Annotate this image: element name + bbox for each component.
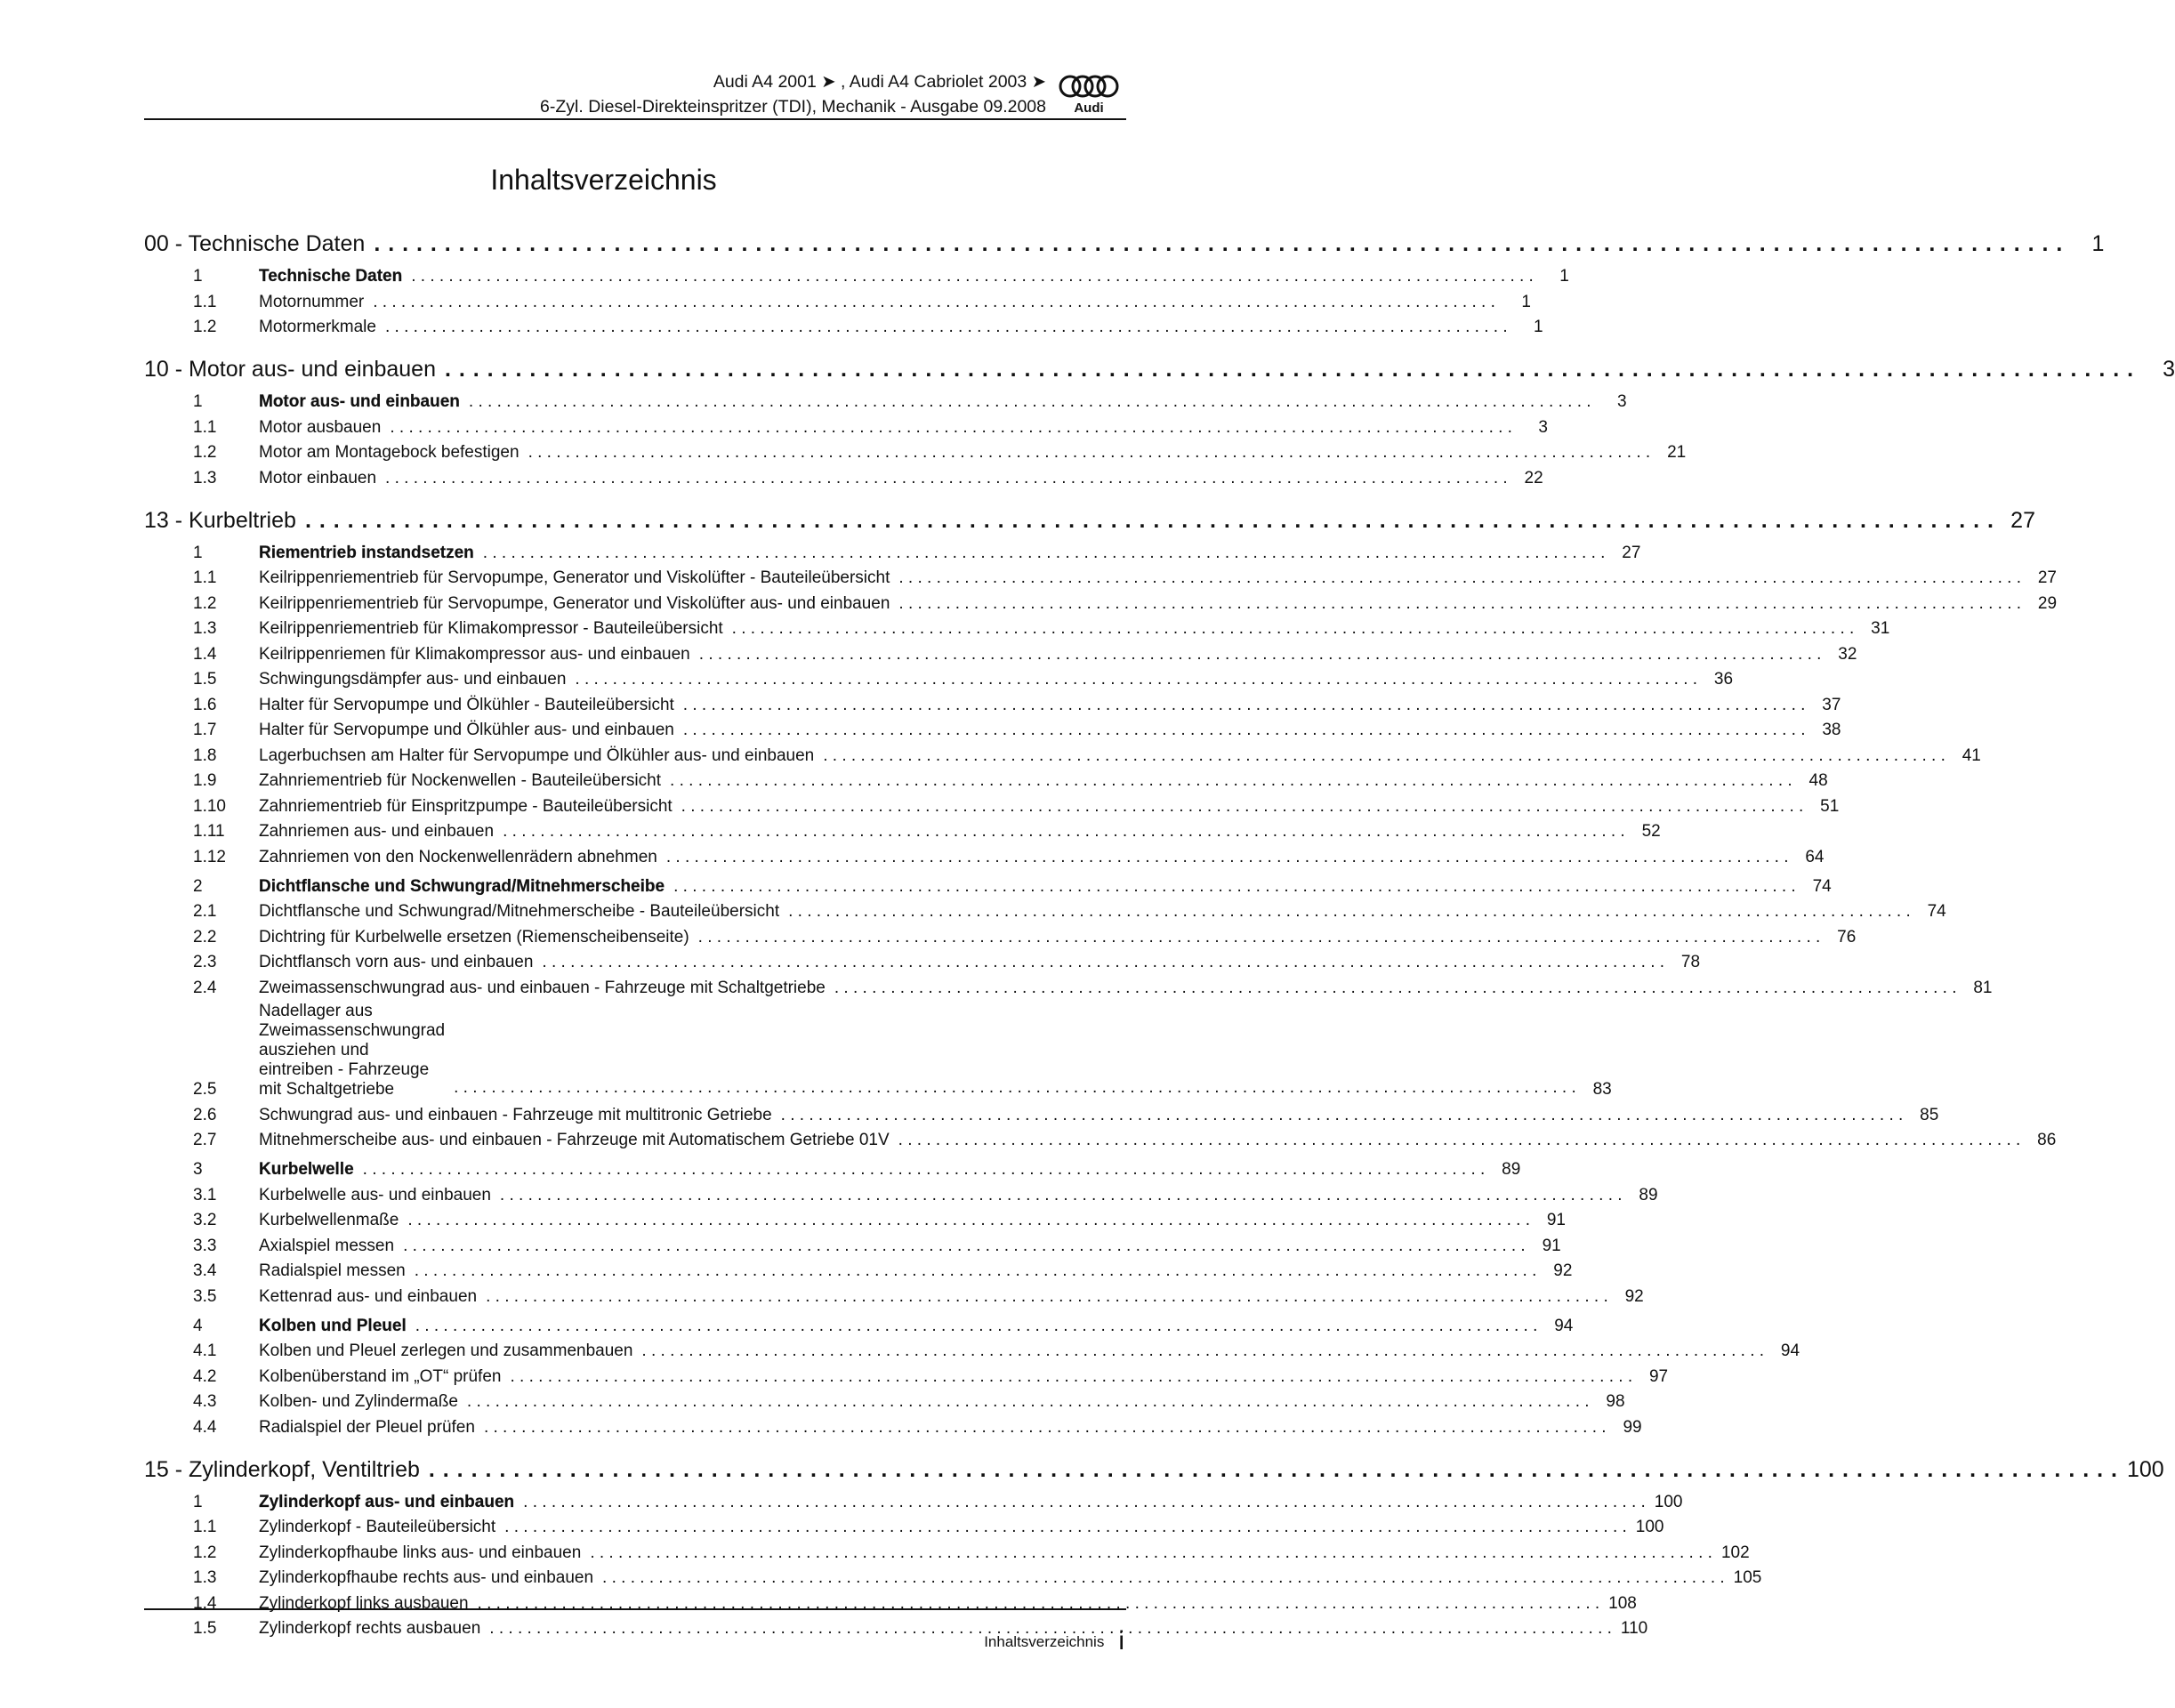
toc-entry-title: Keilrippenriemen für Klimakompressor aus- und einbauen bbox=[259, 644, 690, 664]
toc-entry-title: Zylinderkopf rechts ausbauen bbox=[259, 1619, 481, 1638]
toc-entry-title: Radialspiel messen bbox=[259, 1261, 406, 1280]
dot-leader bbox=[641, 1341, 1764, 1361]
toc-entry-page: 32 bbox=[1838, 644, 1857, 664]
toc-entry-title: Zahnriemen von den Nockenwellenrädern abnehmen bbox=[259, 847, 657, 866]
toc-entry-page: 74 bbox=[1927, 902, 1946, 921]
toc-entry-page: 36 bbox=[1713, 670, 1734, 689]
toc-entry-page: 94 bbox=[1554, 1316, 1574, 1335]
toc-entry-number: 1.12 bbox=[193, 847, 226, 866]
toc-entry-page: 52 bbox=[1641, 822, 1661, 841]
toc-entry-page: 41 bbox=[1962, 745, 1981, 765]
toc-entry-number: 4 bbox=[193, 1316, 203, 1335]
toc-entry-title: Keilrippenriementrieb für Servopumpe, Generator und Viskolüfter - Bauteileübersicht bbox=[259, 568, 890, 587]
toc-entry-number: 1.11 bbox=[193, 822, 225, 841]
toc-entry[interactable] bbox=[144, 592, 2058, 614]
toc-entry-page: 3 bbox=[1538, 417, 1548, 437]
toc-entry-number: 1.7 bbox=[193, 721, 217, 739]
dot-leader bbox=[305, 508, 1994, 534]
dot-leader bbox=[732, 619, 1855, 639]
toc-chapter[interactable] bbox=[144, 506, 2035, 534]
toc-entry-title: Zylinderkopf - Bauteileübersicht bbox=[259, 1518, 496, 1536]
toc-entry[interactable] bbox=[144, 846, 1825, 867]
toc-section[interactable] bbox=[144, 542, 1641, 563]
dot-leader bbox=[681, 797, 1804, 817]
dot-leader bbox=[834, 979, 1957, 998]
dot-leader bbox=[407, 1211, 1530, 1230]
dot-leader bbox=[363, 1160, 1486, 1180]
toc-entry-page: 1 bbox=[2091, 231, 2105, 256]
toc-entry-number: 3.4 bbox=[193, 1261, 217, 1280]
toc-entry-page: 1 bbox=[1534, 318, 1543, 336]
toc-entry-page: 97 bbox=[1648, 1366, 1669, 1386]
toc-entry-number: 2.3 bbox=[193, 953, 217, 971]
toc-entry-number: 1.3 bbox=[193, 468, 217, 487]
toc-entry-page: 37 bbox=[1822, 695, 1841, 714]
dot-leader bbox=[542, 953, 1664, 972]
toc-entry-number: 4.3 bbox=[193, 1392, 217, 1411]
dot-leader bbox=[590, 1543, 1712, 1563]
toc-entry-title: Dichtflansch vorn aus- und einbauen bbox=[259, 953, 534, 971]
toc-entry-number: 1.9 bbox=[193, 771, 217, 790]
toc-entry-page: 74 bbox=[1812, 876, 1832, 896]
toc-entry[interactable] bbox=[144, 1002, 1612, 1100]
page-title: Inhaltsverzeichnis bbox=[490, 164, 717, 196]
toc-entry[interactable] bbox=[144, 926, 1857, 947]
dot-leader bbox=[415, 1317, 1538, 1336]
toc-entry-title: Motor aus- und einbauen bbox=[259, 392, 460, 411]
toc-entry-page: 48 bbox=[1808, 771, 1828, 790]
toc-entry[interactable] bbox=[144, 1184, 1658, 1205]
dot-leader bbox=[403, 1237, 1526, 1256]
toc-entry-number: 1.8 bbox=[193, 745, 217, 765]
toc-entry-page: 81 bbox=[1973, 978, 1993, 997]
toc-entry[interactable] bbox=[144, 1340, 1800, 1361]
toc-entry-page: 27 bbox=[2010, 507, 2035, 533]
toc-entry-title: Lagerbuchsen am Halter für Servopumpe und Ölkühler aus- und einbauen bbox=[259, 745, 815, 765]
dot-leader bbox=[484, 1418, 1607, 1438]
toc-section[interactable] bbox=[144, 875, 1832, 897]
toc-entry[interactable] bbox=[144, 1390, 1625, 1412]
toc-entry[interactable] bbox=[144, 1260, 1573, 1281]
toc-entry-title: Technische Daten bbox=[259, 267, 403, 286]
toc-entry[interactable] bbox=[144, 1104, 1939, 1125]
dot-leader bbox=[385, 469, 1508, 488]
toc-entry-page: 100 bbox=[1654, 1492, 1683, 1511]
toc-chapter[interactable] bbox=[144, 355, 2175, 383]
toc-entry-page: 21 bbox=[1667, 443, 1687, 462]
toc-entry-page: 38 bbox=[1822, 721, 1841, 739]
toc-entry-title: Kettenrad aus- und einbauen bbox=[259, 1286, 478, 1306]
toc-entry-title: Kolben und Pleuel bbox=[259, 1316, 407, 1335]
toc-entry-number: 1 bbox=[193, 543, 203, 562]
toc-entry-number: 1.5 bbox=[193, 670, 217, 689]
dot-leader bbox=[670, 771, 1792, 791]
dot-leader bbox=[478, 1594, 1600, 1614]
toc-entry[interactable] bbox=[144, 795, 1840, 817]
toc-entry-number: 2.7 bbox=[193, 1131, 217, 1149]
toc-entry-title: Mitnehmerscheibe aus- und einbauen - Fahrzeuge mit Automatischem Getriebe 01V bbox=[259, 1131, 890, 1149]
toc-entry-number: 1.5 bbox=[193, 1619, 217, 1638]
toc-entry[interactable] bbox=[144, 769, 1828, 791]
toc-entry-title: Keilrippenriementrieb für Servopumpe, Generator und Viskolüfter aus- und einbauen bbox=[259, 593, 890, 613]
toc-entry-page: 1 bbox=[1559, 267, 1569, 286]
toc-entry-page: 83 bbox=[1592, 1080, 1612, 1099]
toc-entry-number: 1.6 bbox=[193, 695, 217, 714]
toc-entry[interactable] bbox=[144, 1516, 1664, 1537]
toc-entry-number: 1.10 bbox=[193, 796, 226, 816]
footer-label: Inhaltsverzeichnis bbox=[984, 1633, 1105, 1650]
toc-entry-title: Zahnriementrieb für Einspritzpumpe - Bauteileübersicht bbox=[259, 796, 673, 816]
toc-entry-page: 92 bbox=[1624, 1286, 1644, 1306]
toc-entry[interactable] bbox=[144, 416, 1548, 438]
dot-leader bbox=[467, 1392, 1590, 1412]
dot-leader bbox=[699, 645, 1822, 665]
toc-entry[interactable] bbox=[144, 1542, 1750, 1563]
toc-entry-title: Dichtring für Kurbelwelle ersetzen (Riemenscheibenseite) bbox=[259, 927, 689, 947]
header-rule bbox=[144, 118, 1126, 120]
toc-entry-title: Nadellager aus Zweimassenschwungrad ausziehen und eintreiben - Fahrzeuge mit Schaltgetriebe bbox=[259, 1002, 446, 1099]
toc-entry-page: 94 bbox=[1780, 1341, 1800, 1360]
toc-entry-title: Halter für Servopumpe und Ölkühler aus- und einbauen bbox=[259, 721, 674, 739]
toc-entry-page: 3 bbox=[1616, 392, 1627, 411]
toc-entry-title: Motor am Montagebock befestigen bbox=[259, 443, 520, 462]
toc-entry-number: 3.2 bbox=[193, 1211, 217, 1229]
toc-entry[interactable] bbox=[144, 1285, 1644, 1307]
toc-entry[interactable] bbox=[144, 617, 1890, 639]
toc-entry-number: 2.2 bbox=[193, 927, 217, 947]
toc-entry[interactable] bbox=[144, 441, 1687, 463]
toc-entry-number: 1.2 bbox=[193, 1543, 217, 1562]
dot-leader bbox=[666, 848, 1789, 867]
audi-logo bbox=[1057, 73, 1126, 116]
dot-leader bbox=[415, 1261, 1537, 1281]
dot-leader bbox=[683, 721, 1806, 740]
toc-entry-number: 3.5 bbox=[193, 1286, 217, 1306]
dot-leader bbox=[575, 670, 1697, 689]
toc-entry[interactable] bbox=[144, 900, 1946, 922]
toc-section[interactable] bbox=[144, 1491, 1683, 1512]
toc-entry-title: Kolben und Pleuel zerlegen und zusammenbauen bbox=[259, 1341, 633, 1360]
toc-entry-title: 10 - Motor aus- und einbauen bbox=[144, 357, 436, 382]
toc-entry-title: Zahnriemen aus- und einbauen bbox=[259, 822, 495, 841]
toc-entry[interactable] bbox=[144, 977, 1993, 998]
toc-entry-title: Schwungrad aus- und einbauen - Fahrzeuge mit multitronic Getriebe bbox=[259, 1105, 772, 1124]
toc-entry-title: Zahnriementrieb für Nockenwellen - Bauteileübersicht bbox=[259, 771, 662, 790]
toc-entry-title: Zylinderkopf links ausbauen bbox=[259, 1593, 469, 1613]
toc-entry-title: Zylinderkopf aus- und einbauen bbox=[259, 1492, 515, 1511]
toc-entry[interactable] bbox=[144, 291, 1531, 312]
toc-entry-number: 4.1 bbox=[193, 1341, 217, 1360]
toc-entry-number: 1.3 bbox=[193, 1568, 217, 1587]
toc-entry-page: 1 bbox=[1521, 292, 1531, 311]
dot-leader bbox=[483, 544, 1606, 563]
toc-section[interactable] bbox=[144, 391, 1627, 412]
toc-entry-number: 2.1 bbox=[193, 902, 217, 921]
toc-entry-title: 13 - Kurbeltrieb bbox=[144, 507, 296, 533]
toc-entry-title: 15 - Zylinderkopf, Ventiltrieb bbox=[144, 1456, 420, 1482]
toc-entry-page: 86 bbox=[2037, 1131, 2057, 1149]
toc-entry-page: 92 bbox=[1553, 1261, 1573, 1280]
dot-leader bbox=[698, 928, 1821, 947]
toc-entry-page: 27 bbox=[1622, 543, 1641, 562]
dot-leader bbox=[374, 231, 2063, 257]
dot-leader bbox=[528, 443, 1651, 463]
toc-entry-number: 2.6 bbox=[193, 1105, 217, 1124]
toc-entry-title: Kolben- und Zylindermaße bbox=[259, 1392, 458, 1411]
dot-leader bbox=[469, 392, 1591, 412]
toc-entry[interactable] bbox=[144, 745, 1981, 766]
toc-entry-page: 89 bbox=[1502, 1160, 1521, 1179]
toc-entry-title: Kurbelwelle bbox=[259, 1160, 354, 1179]
toc-entry-page: 100 bbox=[1635, 1518, 1664, 1536]
toc-entry[interactable] bbox=[144, 951, 1701, 972]
footer-page-number: i bbox=[1118, 1626, 1124, 1656]
dot-leader bbox=[411, 267, 1534, 286]
toc-entry[interactable] bbox=[144, 719, 1841, 740]
page-footer bbox=[984, 1628, 1124, 1655]
toc-entry-number: 1.1 bbox=[193, 292, 217, 311]
toc-entry-number: 1 bbox=[193, 1492, 203, 1511]
dot-leader bbox=[504, 1518, 1627, 1537]
toc-entry-title: Zweimassenschwungrad aus- und einbauen - Fahrzeuge mit Schaltgetriebe bbox=[259, 978, 826, 997]
toc-entry-number: 4.4 bbox=[193, 1417, 217, 1437]
toc-entry[interactable] bbox=[144, 316, 1543, 337]
dot-leader bbox=[429, 1457, 2118, 1483]
toc-entry-page: 98 bbox=[1606, 1392, 1625, 1411]
toc-entry[interactable] bbox=[144, 1416, 1642, 1438]
toc-entry-title: Motormerkmale bbox=[259, 318, 376, 336]
toc-entry-page: 99 bbox=[1623, 1417, 1642, 1437]
toc-entry-title: Kolbenüberstand im „OT“ prüfen bbox=[259, 1366, 502, 1386]
dot-leader bbox=[390, 418, 1512, 438]
dot-leader bbox=[898, 568, 2021, 588]
toc-entry-title: Radialspiel der Pleuel prüfen bbox=[259, 1417, 475, 1437]
toc-entry-title: Motornummer bbox=[259, 292, 365, 311]
dot-leader bbox=[602, 1568, 1725, 1588]
toc-entry-page: 110 bbox=[1620, 1619, 1648, 1638]
dot-leader bbox=[373, 293, 1495, 312]
toc-entry-title: 00 - Technische Daten bbox=[144, 231, 366, 256]
footer-rule bbox=[144, 1608, 1126, 1610]
toc-entry-page: 89 bbox=[1639, 1185, 1658, 1204]
toc-entry-page: 78 bbox=[1680, 953, 1701, 971]
toc-entry[interactable] bbox=[144, 1617, 1648, 1639]
dot-leader bbox=[823, 746, 1945, 766]
dot-leader bbox=[385, 318, 1508, 337]
toc-section[interactable] bbox=[144, 1315, 1574, 1336]
toc-entry-number: 1.2 bbox=[193, 443, 217, 462]
toc-entry-page: 91 bbox=[1546, 1211, 1566, 1229]
toc-entry-number: 2 bbox=[193, 876, 203, 896]
toc-entry-number: 2.5 bbox=[193, 1080, 217, 1099]
dot-leader bbox=[510, 1367, 1632, 1387]
toc-entry-title: Dichtflansche und Schwungrad/Mitnehmerscheibe bbox=[259, 876, 665, 896]
dot-leader bbox=[781, 1106, 1904, 1125]
toc-entry-number: 1.1 bbox=[193, 568, 217, 587]
toc-entry-page: 51 bbox=[1820, 796, 1840, 816]
toc-entry-title: Schwingungsdämpfer aus- und einbauen bbox=[259, 670, 567, 689]
toc-entry-page: 3 bbox=[2163, 357, 2175, 382]
toc-entry-number: 1.2 bbox=[193, 593, 217, 613]
toc-entry-number: 1.1 bbox=[193, 417, 217, 437]
toc-section[interactable] bbox=[144, 1158, 1521, 1180]
toc-entry-number: 1.1 bbox=[193, 1518, 217, 1536]
toc-entry-number: 1 bbox=[193, 267, 203, 286]
toc-chapter[interactable] bbox=[144, 230, 2105, 257]
toc-entry-title: Keilrippenriementrieb für Klimakompressor - Bauteileübersicht bbox=[259, 619, 723, 638]
toc-entry[interactable] bbox=[144, 643, 1857, 665]
toc-entry[interactable] bbox=[144, 1129, 2057, 1150]
table-of-contents bbox=[144, 230, 2175, 1639]
toc-entry-title: Axialspiel messen bbox=[259, 1236, 395, 1255]
toc-entry-page: 31 bbox=[1871, 619, 1890, 638]
toc-section[interactable] bbox=[144, 265, 1569, 286]
toc-entry-title: Zylinderkopfhaube links aus- und einbauen bbox=[259, 1543, 582, 1562]
toc-entry-number: 2.4 bbox=[193, 978, 217, 997]
toc-entry-page: 102 bbox=[1720, 1543, 1750, 1562]
toc-entry-title: Kurbelwelle aus- und einbauen bbox=[259, 1185, 491, 1204]
toc-entry-number: 1.4 bbox=[193, 1593, 217, 1613]
dot-leader bbox=[454, 1078, 1576, 1098]
toc-entry-number: 1.3 bbox=[193, 619, 217, 638]
toc-entry[interactable] bbox=[144, 1209, 1566, 1230]
toc-entry-page: 91 bbox=[1542, 1236, 1561, 1255]
toc-entry-number: 1 bbox=[193, 392, 203, 411]
toc-entry[interactable] bbox=[144, 567, 2057, 588]
toc-entry[interactable] bbox=[144, 820, 1661, 842]
page-header bbox=[144, 69, 1126, 119]
audi-logo-text: Audi bbox=[1074, 101, 1104, 116]
toc-entry-title: Riementrieb instandsetzen bbox=[259, 543, 474, 562]
toc-entry-number: 4.2 bbox=[193, 1366, 217, 1386]
header-text bbox=[540, 69, 1046, 119]
toc-entry[interactable] bbox=[144, 1366, 1669, 1387]
toc-entry-page: 29 bbox=[2037, 593, 2058, 613]
dot-leader bbox=[898, 1131, 2021, 1150]
toc-entry-title: Motor ausbauen bbox=[259, 417, 382, 437]
toc-entry-number: 1.4 bbox=[193, 644, 217, 664]
toc-entry-page: 108 bbox=[1608, 1593, 1637, 1613]
toc-entry-page: 64 bbox=[1805, 847, 1825, 866]
toc-entry-page: 22 bbox=[1524, 468, 1543, 487]
toc-entry[interactable] bbox=[144, 467, 1543, 488]
dot-leader bbox=[503, 822, 1625, 842]
toc-entry-number: 3 bbox=[193, 1160, 203, 1179]
toc-entry-number: 1.2 bbox=[193, 318, 217, 336]
toc-entry-title: Zylinderkopfhaube rechts aus- und einbauen bbox=[259, 1568, 594, 1587]
dot-leader bbox=[673, 877, 1796, 897]
toc-chapter[interactable] bbox=[144, 1455, 2164, 1483]
toc-entry-page: 27 bbox=[2037, 568, 2057, 587]
toc-entry-page: 85 bbox=[1920, 1105, 1939, 1124]
header-edition-line: 6-Zyl. Diesel-Direkteinspritzer (TDI), Mechanik - Ausgabe 09.2008 bbox=[540, 97, 1046, 117]
dot-leader bbox=[683, 696, 1806, 715]
header-model-line: Audi A4 2001 ➤ , Audi A4 Cabriolet 2003 ➤ bbox=[713, 72, 1046, 92]
toc-entry-page: 76 bbox=[1837, 927, 1857, 947]
toc-entry[interactable] bbox=[144, 1235, 1561, 1256]
toc-entry-title: Dichtflansche und Schwungrad/Mitnehmerscheibe - Bauteileübersicht bbox=[259, 902, 780, 921]
toc-entry[interactable] bbox=[144, 1567, 1762, 1588]
toc-entry-number: 3.1 bbox=[193, 1185, 217, 1204]
dot-leader bbox=[500, 1186, 1623, 1205]
dot-leader bbox=[898, 594, 2021, 614]
dot-leader bbox=[486, 1287, 1608, 1307]
toc-entry-title: Motor einbauen bbox=[259, 468, 377, 487]
dot-leader bbox=[788, 902, 1911, 922]
dot-leader bbox=[445, 357, 2134, 383]
toc-entry-title: Halter für Servopumpe und Ölkühler - Bauteileübersicht bbox=[259, 695, 674, 714]
toc-entry-page: 100 bbox=[2126, 1456, 2164, 1482]
toc-entry-number: 3.3 bbox=[193, 1236, 217, 1255]
dot-leader bbox=[523, 1493, 1646, 1512]
toc-entry[interactable] bbox=[144, 694, 1841, 715]
toc-entry-page: 105 bbox=[1733, 1568, 1762, 1587]
toc-entry-title: Kurbelwellenmaße bbox=[259, 1211, 399, 1229]
toc-entry[interactable] bbox=[144, 668, 1734, 689]
